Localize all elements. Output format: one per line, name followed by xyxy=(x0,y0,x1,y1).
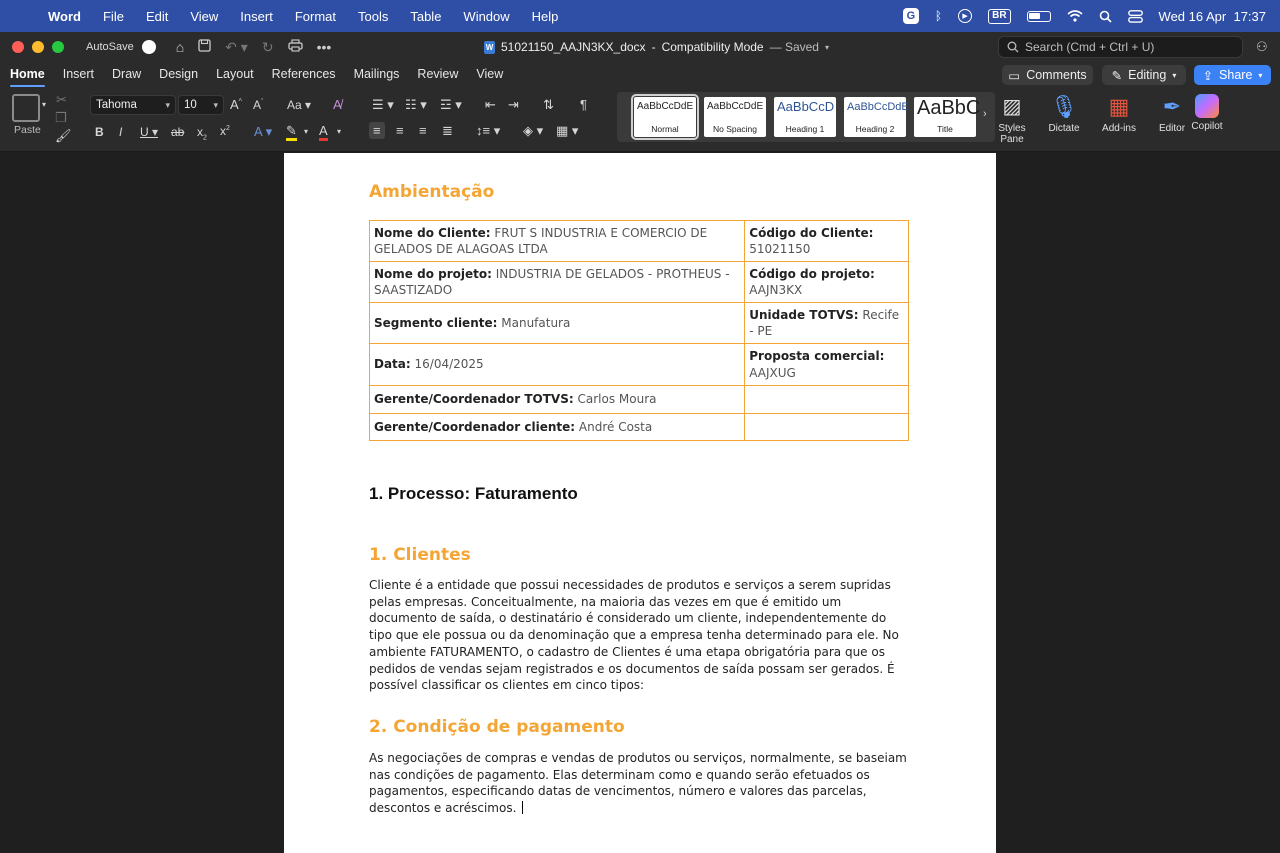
condicao-pagamento-heading: 2. Condição de pagamento xyxy=(369,717,625,737)
tab-draw[interactable]: Draw xyxy=(112,67,142,81)
style-name: No Spacing xyxy=(713,124,757,134)
menu-file[interactable]: File xyxy=(102,8,124,24)
microphone-icon: 🎙 xyxy=(1050,94,1078,119)
bullets-icon[interactable]: ☰ ▾ xyxy=(372,97,394,112)
font-size-dropdown[interactable] xyxy=(178,95,224,115)
chevron-down-icon: ▾ xyxy=(1172,70,1177,80)
table-cell[interactable]: Gerente/Coordenador cliente: André Costa xyxy=(370,414,745,441)
editor-icon: ✒ xyxy=(1162,94,1182,119)
process-title: 1. Processo: Faturamento xyxy=(369,484,578,503)
shading-icon[interactable]: ◈ ▾ xyxy=(523,123,544,138)
tab-home[interactable]: Home xyxy=(10,62,45,88)
chevron-down-icon: ▾ xyxy=(165,99,170,110)
ribbon-toolbar xyxy=(0,88,1280,152)
share-button[interactable] xyxy=(1194,65,1271,85)
table-cell[interactable]: Gerente/Coordenador TOTVS: Carlos Moura xyxy=(370,386,745,414)
editing-label: Editing xyxy=(1128,68,1167,82)
menu-edit[interactable]: Edit xyxy=(145,8,169,24)
wifi-icon[interactable] xyxy=(1067,10,1083,22)
tab-layout[interactable]: Layout xyxy=(216,67,254,81)
table-cell[interactable]: Nome do projeto: INDUSTRIA DE GELADOS - PROTHEUS - SAASTIZADO xyxy=(370,262,745,303)
highlight-icon[interactable]: ✎ xyxy=(286,124,297,141)
style-name: Title xyxy=(937,124,953,134)
condicao-text: As negociações de compras e vendas de produtos ou serviços, normalmente, se baseiam nas condições de pagamento. Elas determinam como e quando serão efetuados os pagamentos, especificando datas de vencimentos, número e valores das parcelas, descontos e acréscimos. xyxy=(369,751,907,816)
style-name: Normal xyxy=(651,124,679,134)
compatibility-mode-label: Compatibility Mode xyxy=(661,40,764,54)
search-icon xyxy=(1007,41,1019,53)
tab-view[interactable]: View xyxy=(476,67,504,81)
table-cell[interactable]: Unidade TOTVS: Recife - PE xyxy=(745,303,909,344)
section-title-ambientacao: Ambientação xyxy=(369,182,495,202)
style-sample: AaBbC xyxy=(917,97,981,119)
styles-pane-icon: ▨ xyxy=(1002,96,1022,118)
doc-name: 51021150_AAJN3KX_docx xyxy=(501,40,646,54)
numbering-icon[interactable]: ☷ ▾ xyxy=(405,97,427,112)
increase-indent-icon[interactable]: ⇥ xyxy=(508,97,519,112)
share-icon: ⇪ xyxy=(1202,68,1214,83)
word-doc-icon: W xyxy=(485,42,494,52)
style-name: Heading 2 xyxy=(855,124,895,134)
tab-insert[interactable]: Insert xyxy=(62,67,94,81)
control-center-icon[interactable] xyxy=(1128,10,1143,23)
menu-format[interactable]: Format xyxy=(294,8,336,24)
line-spacing-icon[interactable]: ↕≡ ▾ xyxy=(476,123,501,138)
chevron-down-icon[interactable]: ▾ xyxy=(337,127,342,136)
table-row xyxy=(370,221,909,262)
styles-pane-label: Styles Pane xyxy=(998,123,1026,145)
font-name-value: Tahoma xyxy=(96,99,137,111)
align-left-icon[interactable]: ≡ xyxy=(369,122,385,139)
add-ins-icon: ▦ xyxy=(1108,94,1130,119)
search-box[interactable] xyxy=(998,36,1243,58)
close-window-button[interactable] xyxy=(12,41,24,53)
chevron-down-icon: ▾ xyxy=(213,99,218,110)
table-row xyxy=(370,262,909,303)
more-options-icon[interactable]: ••• xyxy=(316,39,332,55)
table-cell[interactable]: Segmento cliente: Manufatura xyxy=(370,303,745,344)
multilevel-list-icon[interactable]: ☲ ▾ xyxy=(440,97,462,112)
cut-icon[interactable]: ✂ xyxy=(56,92,67,107)
editor-label: Editor xyxy=(1158,123,1186,134)
grow-font-icon[interactable]: A^ xyxy=(230,97,242,112)
style-sample: AaBbCcDdE xyxy=(707,101,764,112)
paste-label: Paste xyxy=(14,124,41,136)
spotlight-search-icon[interactable] xyxy=(1099,10,1112,23)
table-row xyxy=(370,386,909,414)
dictate-label: Dictate xyxy=(1048,123,1080,134)
shrink-font-icon[interactable]: $A^ˇ$ xyxy=(253,98,264,112)
home-icon[interactable]: ⌂ xyxy=(175,39,185,55)
style-heading-2[interactable] xyxy=(844,97,909,137)
menubar-clock[interactable]: Wed 16 Apr 17:37 xyxy=(1158,8,1266,24)
macos-menu-bar xyxy=(0,0,1280,32)
menu-tools[interactable]: Tools xyxy=(357,8,389,24)
align-right-icon[interactable]: ≡ xyxy=(419,123,427,138)
menu-view[interactable]: View xyxy=(190,8,219,24)
copilot-button[interactable] xyxy=(1182,94,1232,132)
style-sample: AaBbCcDdE xyxy=(637,101,694,112)
underline-icon[interactable]: U ▾ xyxy=(140,125,159,139)
table-cell[interactable]: Data: 16/04/2025 xyxy=(370,344,745,386)
tab-mailings[interactable]: Mailings xyxy=(353,67,400,81)
table-row xyxy=(370,414,909,441)
redo-icon[interactable]: ↻ xyxy=(261,38,274,55)
chevron-down-icon[interactable]: ▾ xyxy=(824,42,829,52)
style-heading-1[interactable] xyxy=(774,97,836,137)
title-separator: - xyxy=(651,40,656,54)
print-icon[interactable] xyxy=(288,39,303,55)
undo-icon[interactable]: ↶ ▾ xyxy=(225,38,248,55)
clear-formatting-icon[interactable]: A̸ xyxy=(333,97,342,112)
justify-icon[interactable]: ≣ xyxy=(442,123,453,138)
tab-review[interactable]: Review xyxy=(417,67,459,81)
style-sample: AaBbCcDdE xyxy=(847,101,909,113)
menu-window[interactable]: Window xyxy=(463,8,510,24)
copy-icon[interactable]: ❐ xyxy=(55,110,67,125)
copilot-label: Copilot xyxy=(1191,121,1223,132)
chevron-right-icon[interactable]: › xyxy=(983,108,987,120)
minimize-window-button[interactable] xyxy=(32,41,44,53)
grammarly-icon[interactable]: G xyxy=(903,8,919,24)
format-painter-icon[interactable]: 🖌 xyxy=(55,128,72,143)
zoom-window-button[interactable] xyxy=(52,41,64,53)
pencil-icon: ✎ xyxy=(1111,68,1123,83)
tab-design[interactable]: Design xyxy=(159,67,199,81)
table-cell[interactable] xyxy=(745,414,909,441)
table-row xyxy=(370,303,909,344)
align-center-icon[interactable]: ≡ xyxy=(396,123,404,138)
editing-mode-button[interactable] xyxy=(1102,65,1186,85)
text-cursor xyxy=(522,801,523,814)
share-label: Share xyxy=(1219,68,1253,82)
clientes-heading: 1. Clientes xyxy=(369,545,471,565)
chevron-down-icon[interactable]: ▾ xyxy=(42,100,47,109)
comments-button[interactable] xyxy=(1002,65,1093,85)
copilot-icon xyxy=(1195,94,1219,118)
window-title-bar xyxy=(0,32,1280,62)
styles-gallery xyxy=(617,92,995,142)
autosave-label: AutoSave xyxy=(86,41,134,53)
saved-status[interactable]: — Saved xyxy=(769,40,819,54)
style-no-spacing[interactable] xyxy=(704,97,766,137)
dictate-button[interactable] xyxy=(1039,94,1089,134)
font-color-icon[interactable]: A xyxy=(319,124,328,141)
change-case-icon[interactable]: Aa ▾ xyxy=(287,98,312,112)
bluetooth-icon[interactable]: ᛒ xyxy=(934,9,943,23)
tab-references[interactable]: References xyxy=(271,67,336,81)
ribbon-tabs xyxy=(0,62,1280,88)
menu-app-word[interactable]: Word xyxy=(48,8,81,24)
autosave-toggle[interactable] xyxy=(142,40,156,54)
table-row xyxy=(370,344,909,386)
menu-insert[interactable]: Insert xyxy=(240,8,273,24)
text-effects-icon[interactable]: A ▾ xyxy=(254,124,273,139)
document-title xyxy=(484,32,829,62)
style-sample: AaBbCcD xyxy=(777,99,835,114)
chevron-down-icon[interactable]: ▾ xyxy=(304,127,309,136)
table-cell[interactable]: Proposta comercial: AAJXUG xyxy=(745,344,909,386)
superscript-icon[interactable]: $x^2$ xyxy=(220,124,230,138)
comment-icon: ▭ xyxy=(1008,68,1021,83)
save-icon[interactable] xyxy=(198,39,211,55)
condicao-pagamento-paragraph[interactable] xyxy=(369,750,909,817)
style-normal[interactable] xyxy=(634,97,696,137)
font-name-dropdown[interactable] xyxy=(90,95,176,115)
clientes-paragraph[interactable]: Cliente é a entidade que possui necessidades de produtos e serviços a serem supridas pelas empresas. Conceitualmente, na maioria das vezes em que é emitido um documento de saída, o destinatário é considerado um cliente, independentemente do tipo que ele possua ou da denominação que a empresa tenha determinado para ele. No ambiente FATURAMENTO, o cadastro de Clientes é uma etapa obrigatória para que os pedidos de vendas sejam registrados e os documentos de saída possam ser gerados. É possível classificar os clientes em cinco tipos: xyxy=(369,578,899,693)
decrease-indent-icon[interactable]: ⇤ xyxy=(485,97,496,112)
client-info-table xyxy=(369,220,909,441)
italic-icon[interactable]: I xyxy=(119,125,123,139)
table-cell[interactable]: Código do projeto: AAJN3KX xyxy=(745,262,909,303)
document-canvas[interactable] xyxy=(0,153,1280,816)
strikethrough-icon[interactable]: ab xyxy=(171,125,185,139)
document-page[interactable] xyxy=(284,153,996,853)
table-cell[interactable]: Nome do Cliente: FRUT S INDUSTRIA E COMERCIO DE GELADOS DE ALAGOAS LTDA xyxy=(370,221,745,262)
addins-label: Add-ins xyxy=(1102,123,1136,134)
paste-icon[interactable] xyxy=(12,94,40,122)
bold-icon[interactable]: B xyxy=(95,125,104,139)
chevron-down-icon: ▾ xyxy=(1258,70,1263,80)
subscript-icon[interactable]: $x_2$ xyxy=(197,125,207,142)
sort-icon[interactable]: ⇅ xyxy=(543,97,554,112)
play-circle-icon[interactable]: ▶ xyxy=(958,9,972,23)
style-title[interactable] xyxy=(914,97,981,137)
battery-icon[interactable] xyxy=(1027,11,1051,22)
paragraph-marks-icon[interactable]: ¶ xyxy=(580,97,587,112)
comments-label: Comments xyxy=(1026,68,1087,82)
styles-pane-button[interactable] xyxy=(987,94,1037,145)
menu-help[interactable]: Help xyxy=(531,8,559,24)
share-people-icon[interactable]: ⚇ xyxy=(1256,39,1268,54)
search-placeholder: Search (Cmd + Ctrl + U) xyxy=(1025,40,1155,54)
menu-table[interactable]: Table xyxy=(410,8,442,24)
add-ins-button[interactable] xyxy=(1094,94,1144,134)
font-size-value: 10 xyxy=(184,99,197,111)
table-cell[interactable] xyxy=(745,386,909,414)
style-name: Heading 1 xyxy=(785,124,825,134)
table-cell[interactable]: Código do Cliente: 51021150 xyxy=(745,221,909,262)
keyboard-layout-badge[interactable]: BR xyxy=(988,9,1010,24)
borders-icon[interactable]: ▦ ▾ xyxy=(556,123,579,138)
